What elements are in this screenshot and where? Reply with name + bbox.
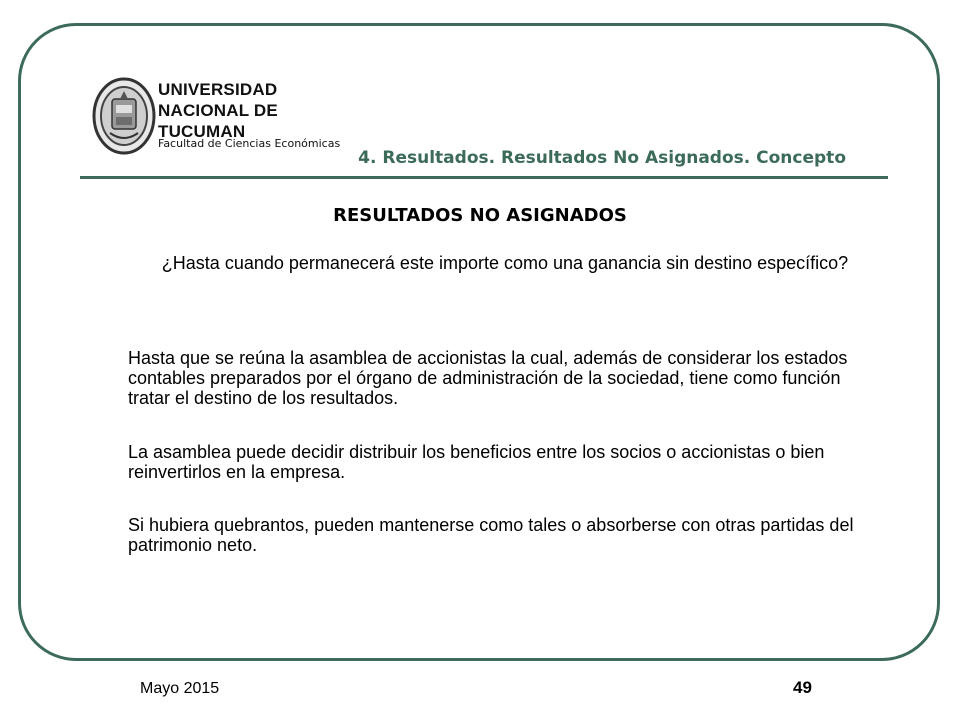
paragraph-3: Si hubiera quebrantos, pueden mantenerse como tales o absorberse con otras partidas del patrimonio neto.	[128, 515, 854, 555]
paragraph-2: La asamblea puede decidir distribuir los beneficios entre los socios o accionistas o bien reinvertirlos en la empresa.	[128, 442, 825, 482]
title-divider	[80, 176, 888, 179]
university-name-line1: UNIVERSIDAD	[158, 80, 278, 99]
university-name	[158, 79, 278, 142]
page-number: 49	[793, 678, 812, 697]
university-name-line3: TUCUMAN	[158, 122, 246, 141]
university-name-line2: NACIONAL DE	[158, 101, 278, 120]
university-seal-icon	[92, 77, 156, 155]
faculty-name: Facultad de Ciencias Económicas	[158, 137, 341, 150]
paragraph-1: Hasta que se reúna la asamblea de accionistas la cual, además de considerar los estados contables preparados por el órgano de administración de la sociedad, tiene como función tratar el destino de los resultados.	[128, 348, 848, 408]
footer-date: Mayo 2015	[140, 680, 220, 697]
slide-heading: RESULTADOS NO ASIGNADOS	[333, 205, 627, 226]
section-title: 4. Resultados. Resultados No Asignados. Concepto	[358, 148, 846, 168]
university-logo	[82, 75, 341, 157]
question-text: ¿Hasta cuando permanecerá este importe como una ganancia sin destino específico?	[161, 253, 849, 273]
